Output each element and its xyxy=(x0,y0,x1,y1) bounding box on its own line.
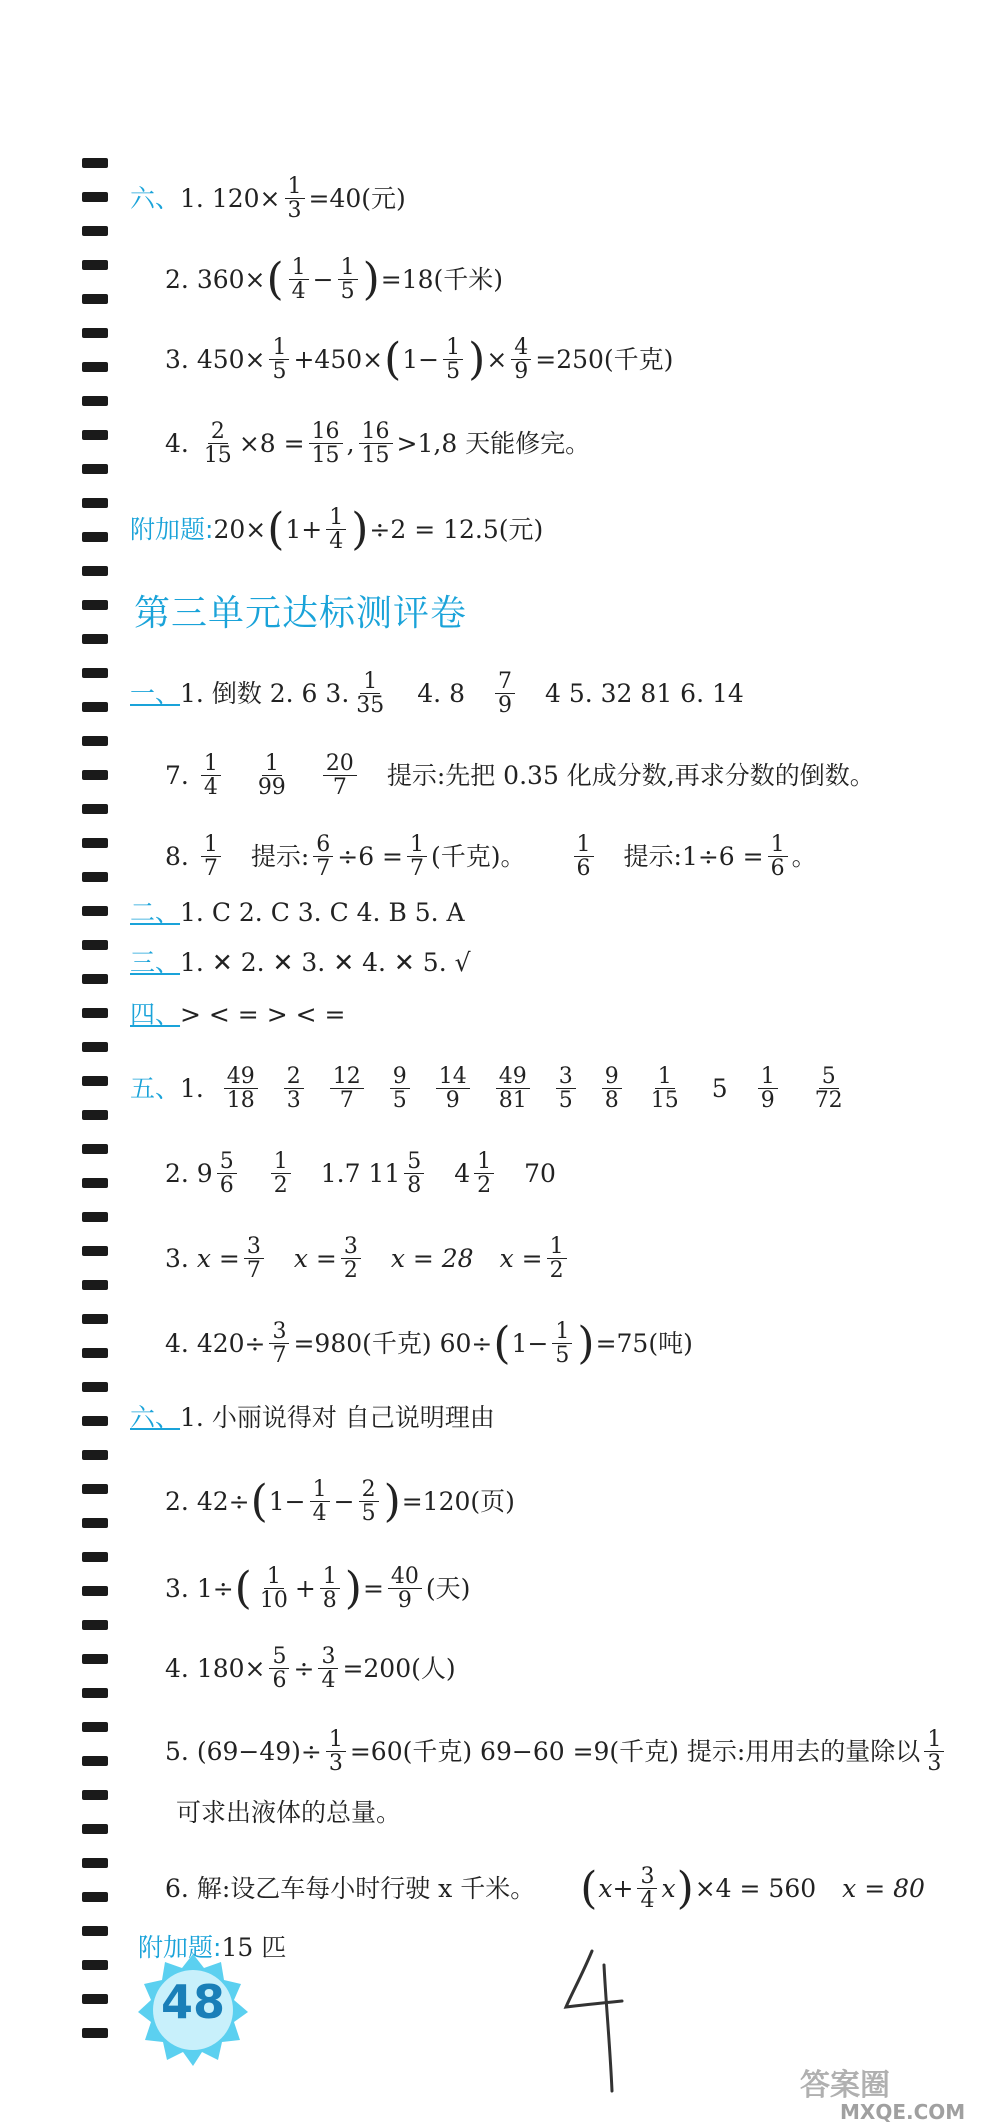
fraction: $\frac{49}{81}$ xyxy=(496,1065,530,1112)
fraction: $\frac{12}{7}$ xyxy=(330,1065,364,1112)
s6b-q5-cont: 可求出液体的总量。 xyxy=(176,1798,402,1827)
watermark-text: 答案圈 xyxy=(800,2068,890,2103)
section-label: 三、 xyxy=(130,948,181,977)
fraction: $\frac{5}{72}$ xyxy=(814,1064,843,1114)
fraction: $\frac{1}{3}$ xyxy=(326,1728,346,1775)
section-label: 四、 xyxy=(130,1000,181,1029)
s4-line: 四、 > < = > < = xyxy=(130,1000,346,1029)
fraction: $\frac{9}{8}$ xyxy=(602,1065,622,1112)
fraction: $\frac{1}{5}$ xyxy=(269,336,289,383)
fraction: $\frac{5}{6}$ xyxy=(217,1150,237,1197)
fraction: $\frac{16}{15}$ xyxy=(359,420,393,467)
extra-label: 附加题: xyxy=(130,515,214,545)
s1-line3: 8. $\frac{1}{7}$ 提示: $\frac{6}{7}$ ÷6 = $\frac{1}{7}$ (千克)。 $\frac{1}{6}$ 提示:1÷6 = $\frac{1}{6}$ 。 xyxy=(165,832,817,882)
s6b-q2: 2. 42÷ ( 1− $\frac{1}{4}$ − $\frac{2}{5}$ ) =120(页) xyxy=(165,1475,515,1527)
fraction: $\frac{3}{2}$ xyxy=(341,1235,361,1282)
s6b-extra: 附加题: 15 匹 xyxy=(138,1933,287,1962)
fraction: $\frac{1}{7}$ xyxy=(201,833,221,880)
section-label: 五、 xyxy=(130,1074,181,1104)
fraction: $\frac{1}{6}$ xyxy=(768,833,788,880)
fraction: $\frac{1}{2}$ xyxy=(474,1150,494,1197)
s5-q3: 3. x = $\frac{3}{7}$ x = $\frac{3}{2}$ x = 28 x = $\frac{1}{2}$ xyxy=(165,1235,571,1282)
s5-q1: 五、 1. $\frac{49}{18}$ $\frac{2}{3}$ $\frac{12}{7}$ $\frac{9}{5}$ $\frac{14}{9}$ $\frac{49}{81}$ $\frac{3}{5}$ $\frac{9}{8}$ $\frac{1}{15}$ 5 $\frac{1}{9}$ $\frac{5}{72}$ xyxy=(130,1065,850,1112)
fraction: $\frac{3}{5}$ xyxy=(556,1065,576,1112)
fraction: $\frac{1}{3}$ xyxy=(285,175,305,222)
fraction: $\frac{1}{2}$ xyxy=(547,1235,567,1282)
fraction: $\frac{1}{10}$ xyxy=(259,1564,288,1614)
s5-q4: 4. 420÷ $\frac{3}{7}$ =980(千克) 60÷ ( 1− $\frac{1}{5}$ ) =75(吨) xyxy=(165,1317,693,1369)
fraction: $\frac{7}{9}$ xyxy=(495,670,515,717)
fraction: $\frac{2}{15}$ xyxy=(203,419,232,469)
fraction: $\frac{1}{5}$ xyxy=(338,256,358,303)
fraction: $\frac{20}{7}$ xyxy=(323,752,357,799)
fraction: $\frac{1}{9}$ xyxy=(758,1065,778,1112)
fraction: $\frac{3}{7}$ xyxy=(244,1235,264,1282)
fraction: $\frac{6}{7}$ xyxy=(313,833,333,880)
section-label: 一、 xyxy=(130,679,181,709)
fraction: $\frac{1}{3}$ xyxy=(924,1728,944,1775)
fraction: $\frac{4}{9}$ xyxy=(511,336,531,383)
page-number: 48 xyxy=(160,1975,225,2029)
fraction: $\frac{1}{8}$ xyxy=(320,1565,340,1612)
s6b-q5: 5. (69−49)÷ $\frac{1}{3}$ =60(千克) 69−60 =9(千克) 提示:用用去的量除以 $\frac{1}{3}$ xyxy=(165,1728,948,1775)
fraction: $\frac{1}{6}$ xyxy=(574,833,594,880)
fraction: $\frac{2}{5}$ xyxy=(359,1478,379,1525)
fraction: $\frac{40}{9}$ xyxy=(388,1565,422,1612)
fraction: $\frac{5}{8}$ xyxy=(404,1150,424,1197)
s6a-q4: 4. $\frac{2}{15}$ ×8 = $\frac{16}{15}$ , $\frac{16}{15}$ >1,8 天能修完。 xyxy=(165,419,591,469)
s1-line2: 7. $\frac{1}{4}$ $\frac{1}{99}$ $\frac{20}{7}$ 提示:先把 0.35 化成分数,再求分数的倒数。 xyxy=(165,751,875,801)
extra-label: 附加题: xyxy=(138,1933,222,1962)
s6b-q4: 4. 180× $\frac{5}{6}$ ÷ $\frac{3}{4}$ =200(人) xyxy=(165,1644,456,1694)
s2-line: 二、 1. C 2. C 3. C 4. B 5. A xyxy=(130,898,465,927)
fraction: $\frac{1}{35}$ xyxy=(356,669,385,719)
s6a-extra: 附加题: 20× ( 1+ $\frac{1}{4}$ ) ÷2 = 12.5(元) xyxy=(130,503,544,555)
fraction: $\frac{3}{4}$ xyxy=(637,1865,657,1912)
s6b-q1: 六、 1. 小丽说得对 自己说明理由 xyxy=(130,1403,495,1432)
section-label: 六、 xyxy=(130,1403,181,1432)
fraction: $\frac{1}{5}$ xyxy=(552,1320,572,1367)
fraction: $\frac{1}{99}$ xyxy=(257,751,286,801)
fraction: $\frac{9}{5}$ xyxy=(390,1065,410,1112)
fraction: $\frac{16}{15}$ xyxy=(309,420,343,467)
s6a-q1: 六、 1. 120× $\frac{1}{3}$ =40(元) xyxy=(130,174,406,224)
fraction: $\frac{3}{4}$ xyxy=(318,1645,338,1692)
s6a-q3: 3. 450× $\frac{1}{5}$ +450× ( 1− $\frac{1}{5}$ ) × $\frac{4}{9}$ =250(千克) xyxy=(165,333,674,385)
fraction: $\frac{1}{4}$ xyxy=(289,256,309,303)
fraction: $\frac{5}{6}$ xyxy=(269,1645,289,1692)
s1-line1: 一、 1. 倒数 2. 6 3. $\frac{1}{35}$ 4. 8 $\frac{7}{9}$ 4 5. 32 81 6. 14 xyxy=(130,669,744,719)
fraction: $\frac{1}{4}$ xyxy=(201,752,221,799)
s6b-q6: 6. 解:设乙车每小时行驶 x 千米。 ( x+ $\frac{3}{4}$ x ) ×4 = 560 x = 80 xyxy=(165,1862,925,1914)
s6a-q2: 2. 360× ( $\frac{1}{4}$ − $\frac{1}{5}$ ) =18(千米) xyxy=(165,253,504,305)
s5-q2: 2. 9 $\frac{5}{6}$ $\frac{1}{2}$ 1.7 11 $\frac{5}{8}$ 4 $\frac{1}{2}$ 70 xyxy=(165,1149,556,1199)
fraction: $\frac{1}{4}$ xyxy=(326,506,346,553)
section-label: 六、 xyxy=(130,184,181,214)
fraction: $\frac{3}{7}$ xyxy=(269,1320,289,1367)
fraction: $\frac{1}{15}$ xyxy=(650,1064,679,1114)
fraction: $\frac{1}{4}$ xyxy=(310,1478,330,1525)
binding-marks xyxy=(82,158,108,2062)
watermark-url: MXQE.COM xyxy=(840,2100,966,2124)
fraction: $\frac{1}{2}$ xyxy=(271,1150,291,1197)
section-label: 二、 xyxy=(130,898,181,927)
unit-title: 第三单元达标测评卷 xyxy=(134,593,468,634)
fraction: $\frac{1}{5}$ xyxy=(443,336,463,383)
fraction: $\frac{1}{7}$ xyxy=(407,833,427,880)
fraction: $\frac{49}{18}$ xyxy=(224,1065,258,1112)
handwritten-four xyxy=(560,1945,630,2095)
fraction: $\frac{14}{9}$ xyxy=(436,1065,470,1112)
fraction: $\frac{2}{3}$ xyxy=(284,1065,304,1112)
s6b-q3: 3. 1÷ ( $\frac{1}{10}$ + $\frac{1}{8}$ ) = $\frac{40}{9}$ (天) xyxy=(165,1562,471,1614)
s3-line: 三、 1. ✕ 2. ✕ 3. ✕ 4. ✕ 5. √ xyxy=(130,948,471,977)
